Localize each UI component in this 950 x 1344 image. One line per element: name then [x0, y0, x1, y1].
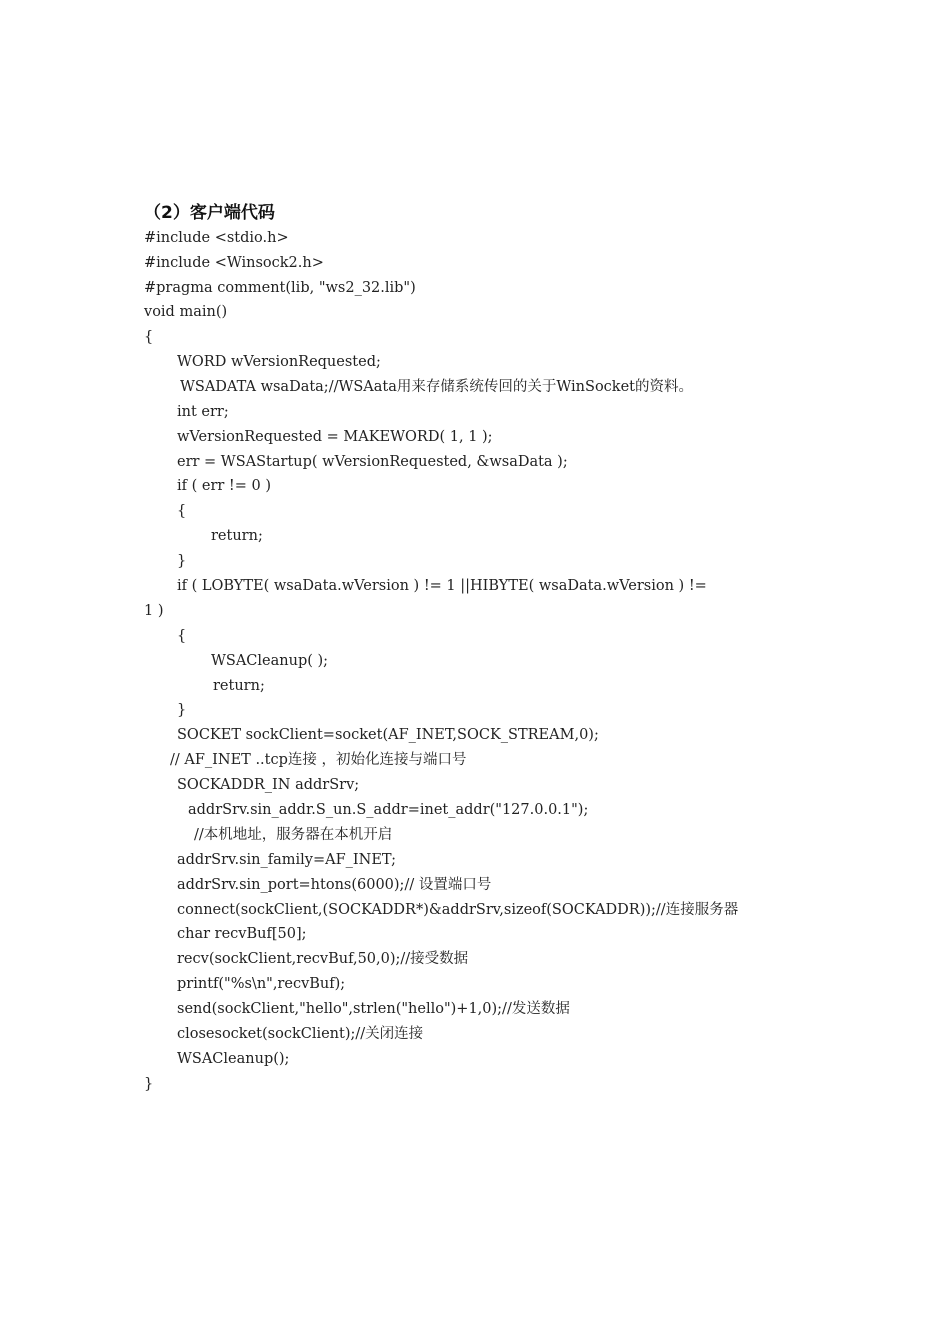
- code-line-wsastartup: err = WSAStartup( wVersionRequested, &wsaData );: [177, 454, 568, 470]
- code-line-send: send(sockClient,"hello",strlen("hello")+1,0);//发送数据: [177, 1001, 570, 1017]
- code-line-include-stdio: #include <stdio.h>: [144, 230, 289, 246]
- code-line-wsacleanup-1: WSACleanup( );: [211, 653, 329, 669]
- code-line-sockaddr-decl: SOCKADDR_IN addrSrv;: [177, 777, 360, 793]
- code-line-include-winsock: #include <Winsock2.h>: [144, 255, 324, 271]
- code-line-sin-port: addrSrv.sin_port=htons(6000);// 设置端口号: [177, 877, 492, 893]
- code-line-socket-create: SOCKET sockClient=socket(AF_INET,SOCK_STREAM,0);: [177, 727, 599, 743]
- code-line-recvbuf-decl: char recvBuf[50];: [177, 926, 307, 942]
- code-line-if-err-close-brace: }: [177, 553, 187, 569]
- code-line-int-err: int err;: [177, 404, 229, 420]
- code-line-main-open-brace: {: [144, 329, 154, 345]
- section-heading: （2）客户端代码: [144, 203, 275, 223]
- code-line-if-err-open-brace: {: [177, 503, 187, 519]
- code-line-main-signature: void main(): [144, 304, 228, 320]
- code-line-version-check-cont: 1 ): [144, 603, 164, 619]
- code-line-if-err: if ( err != 0 ): [177, 478, 272, 494]
- code-line-inet-addr: addrSrv.sin_addr.S_un.S_addr=inet_addr("127.0.0.1");: [188, 802, 589, 818]
- code-line-version-close-brace: }: [177, 702, 187, 718]
- code-line-word-decl: WORD wVersionRequested;: [177, 354, 381, 370]
- code-line-wsadata-decl: WSADATA wsaData;//WSAata用来存储系统传回的关于WinSocket的资料。: [180, 379, 693, 395]
- code-line-printf: printf("%s\n",recvBuf);: [177, 976, 346, 992]
- code-line-pragma: #pragma comment(lib, "ws2_32.lib"): [144, 280, 416, 296]
- code-line-wsacleanup-2: WSACleanup();: [177, 1051, 290, 1067]
- code-line-sin-family: addrSrv.sin_family=AF_INET;: [177, 852, 396, 868]
- code-line-makeword: wVersionRequested = MAKEWORD( 1, 1 );: [177, 429, 493, 445]
- code-line-main-close-brace: }: [144, 1076, 154, 1092]
- code-line-recv: recv(sockClient,recvBuf,50,0);//接受数据: [177, 951, 469, 967]
- code-line-version-check: if ( LOBYTE( wsaData.wVersion ) != 1 ||HIBYTE( wsaData.wVersion ) !=: [177, 578, 707, 594]
- code-line-return-2: return;: [213, 678, 265, 694]
- code-line-version-open-brace: {: [177, 628, 187, 644]
- code-line-return-1: return;: [211, 528, 263, 544]
- code-line-connect: connect(sockClient,(SOCKADDR*)&addrSrv,sizeof(SOCKADDR));//连接服务器: [177, 902, 739, 918]
- code-line-comment-localhost: //本机地址，服务器在本机开启: [194, 827, 393, 843]
- code-line-comment-af-inet: // AF_INET ..tcp连接 ，初始化连接与端口号: [170, 752, 467, 768]
- code-line-closesocket: closesocket(sockClient);//关闭连接: [177, 1026, 424, 1042]
